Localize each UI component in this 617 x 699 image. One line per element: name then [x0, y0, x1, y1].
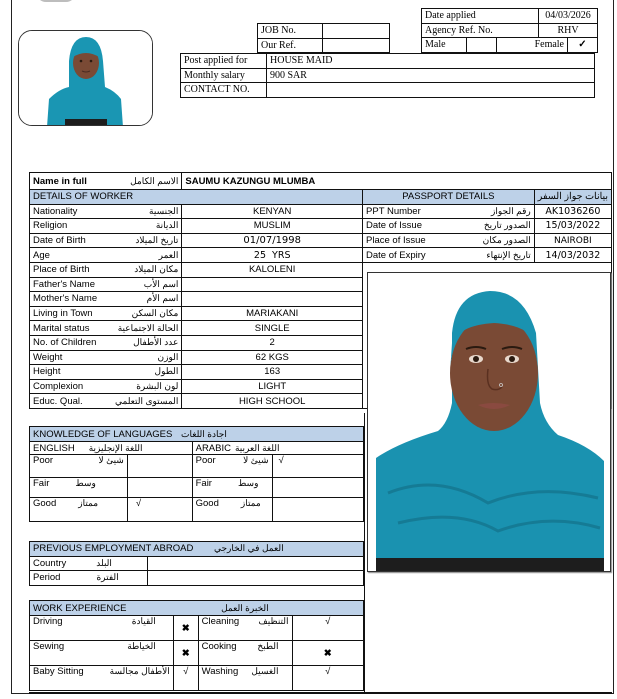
passport-details-header: PASSPORT DETAILS: [363, 190, 535, 205]
baby-sitting-label-ar: الأطفال مجالسة: [109, 666, 170, 676]
work-experience-row: [30, 641, 364, 666]
date-applied-table: [421, 8, 598, 53]
sewing-mark: ✖: [173, 641, 198, 666]
religion-label: Religion: [33, 220, 68, 232]
date-of-issue-label-ar: الصدور تاريخ: [483, 220, 531, 231]
name-label-en: Name in full: [33, 175, 87, 187]
contact-no-value: [267, 83, 595, 98]
arabic-label: ARABIC: [195, 442, 231, 454]
place-of-issue-label: Place of Issue: [366, 235, 426, 247]
driving-label-ar: القيادة: [131, 616, 156, 626]
mothers-name-label: Mother's Name: [33, 293, 98, 305]
marital-status-label-ar: الحالة الاجتماعية: [117, 322, 179, 333]
weight-value: 62 KGS: [182, 350, 363, 365]
weight-label-ar: الوزن: [157, 351, 179, 362]
nationality-label-ar: الجنسية: [149, 205, 179, 216]
english-label-ar: اللغة الإنجليزية: [88, 442, 143, 453]
english-label: ENGLISH: [33, 442, 75, 454]
mothers-name-value: [182, 292, 363, 307]
complexion-label: Complexion: [33, 381, 84, 393]
arabic-good-mark: [272, 498, 363, 522]
no-of-children-label: No. of Children: [33, 337, 97, 349]
english-poor-label: Poor: [33, 455, 54, 466]
column-divider: [364, 413, 365, 693]
work-experience-title: WORK EXPERIENCE: [33, 602, 127, 614]
education-label-ar: المستوى التعلمي: [115, 395, 179, 406]
religion-value: MUSLIM: [182, 219, 363, 234]
monthly-salary-label: Monthly salary: [181, 68, 267, 83]
language-level-row: [30, 478, 364, 498]
nationality-label: Nationality: [33, 205, 78, 217]
period-value: [147, 571, 363, 586]
date-of-expiry-label: Date of Expiry: [366, 249, 426, 261]
washing-label-ar: الغسيل: [251, 666, 279, 676]
date-of-expiry-label-ar: تاريخ الإنتهاء: [486, 249, 531, 260]
fathers-name-value: [182, 277, 363, 292]
worker-photo-small: [19, 31, 153, 126]
complexion-label-ar: لون البشرة: [136, 381, 179, 392]
place-of-birth-label-ar: مكان الميلاد: [134, 264, 179, 275]
table-row: [30, 556, 364, 571]
languages-title: KNOWLEDGE OF LANGUAGES: [33, 428, 173, 440]
english-poor-label-ar: شيئ لا: [98, 455, 124, 465]
period-label-ar: الفترة: [96, 572, 119, 583]
marital-status-value: SINGLE: [182, 321, 363, 336]
arabic-poor-label: Poor: [195, 455, 216, 466]
date-applied-value: 04/03/2026: [539, 9, 598, 24]
ppt-number-value: AK1036260: [534, 204, 611, 219]
large-photo: [367, 272, 611, 572]
date-of-issue-value: 15/03/2022: [534, 219, 611, 234]
age-label-ar: العمر: [158, 249, 179, 260]
arabic-poor-mark: √: [272, 455, 363, 478]
languages-title-ar: اجادة اللغات: [181, 428, 227, 439]
agency-logo: [30, 0, 100, 4]
female-label: Female: [497, 38, 568, 53]
english-fair-label: Fair: [33, 478, 50, 489]
english-fair-label-ar: وسط: [75, 478, 96, 488]
living-in-town-label-ar: مكان السكن: [131, 308, 179, 319]
full-name-value: SAUMU KAZUNGU MLUMBA: [182, 173, 612, 190]
male-label: Male: [422, 38, 467, 53]
arabic-fair-label-ar: وسط: [237, 478, 259, 488]
country-value: [147, 556, 363, 571]
no-of-children-label-ar: عدد الأطفال: [133, 337, 179, 348]
place-of-birth-label: Place of Birth: [33, 264, 90, 276]
agency-ref-label: Agency Ref. No.: [422, 23, 539, 38]
sewing-label: Sewing: [33, 641, 65, 652]
age-label: Age: [33, 249, 50, 261]
date-of-issue-label: Date of Issue: [366, 220, 422, 232]
marital-status-label: Marital status: [33, 322, 90, 334]
driving-mark: ✖: [173, 616, 198, 641]
worker-photo-large: [368, 273, 611, 572]
language-level-row: [30, 455, 364, 478]
height-label: Height: [33, 366, 61, 378]
cooking-label: Cooking: [201, 641, 237, 652]
fathers-name-label: Father's Name: [33, 278, 96, 290]
name-label-cell: [30, 173, 182, 190]
agency-ref-value: RHV: [539, 23, 598, 38]
languages-table: [29, 426, 364, 522]
table-row: [30, 204, 612, 219]
sewing-label-ar: الخياطة: [127, 641, 156, 651]
age-value: 25 YRS: [182, 248, 363, 263]
contact-no-label: CONTACT NO.: [181, 83, 267, 98]
english-fair-mark: [127, 478, 192, 498]
baby-sitting-mark: √: [173, 666, 198, 691]
cleaning-label: Cleaning: [201, 616, 240, 627]
cleaning-label-ar: التنظيف: [258, 616, 289, 626]
previous-employment-header: [30, 542, 364, 557]
baby-sitting-label: Baby Sitting: [33, 666, 84, 677]
washing-label: Washing: [201, 666, 239, 677]
previous-employment-title: PREVIOUS EMPLOYMENT ABROAD: [33, 543, 194, 555]
work-experience-table: [29, 600, 364, 691]
table-row: [30, 233, 612, 248]
job-no-value: [323, 24, 390, 39]
name-label-ar: الاسم الكامل: [130, 175, 179, 186]
arabic-good-label-ar: ممتاز: [240, 498, 261, 508]
arabic-poor-label-ar: شيئ لا: [243, 455, 269, 465]
place-of-issue-value: NAIROBI: [534, 233, 611, 248]
height-label-ar: الطول: [154, 366, 179, 377]
bottom-rule: [29, 692, 612, 694]
job-no-label: JOB No.: [258, 24, 323, 39]
our-ref-value: [323, 38, 390, 53]
male-checkbox: [467, 38, 497, 53]
arabic-good-label: Good: [195, 498, 219, 509]
arabic-fair-label: Fair: [195, 478, 212, 489]
religion-label-ar: الديانة: [155, 220, 179, 231]
driving-label: Driving: [33, 616, 63, 627]
ppt-number-label-ar: رقم الجواز: [491, 205, 531, 216]
table-row: [30, 219, 612, 234]
complexion-value: LIGHT: [182, 379, 363, 394]
job-reference-table: [257, 23, 390, 53]
washing-mark: √: [292, 666, 363, 691]
nationality-value: KENYAN: [182, 204, 363, 219]
languages-header: [30, 427, 364, 442]
english-header: [30, 442, 193, 455]
cleaning-mark: √: [292, 616, 363, 641]
period-label: Period: [33, 572, 61, 584]
female-checkbox: ✓: [568, 38, 598, 53]
date-of-birth-label: Date of Birth: [33, 235, 86, 247]
post-applied-label: Post applied for: [181, 54, 267, 69]
place-of-birth-value: KALOLENI: [182, 262, 363, 277]
place-of-issue-label-ar: الصدور مكان: [482, 235, 531, 246]
ppt-number-label: PPT Number: [366, 205, 421, 217]
arabic-fair-mark: [272, 478, 363, 498]
date-of-expiry-value: 14/03/2032: [534, 248, 611, 263]
english-poor-mark: [127, 455, 192, 478]
small-photo: [18, 30, 153, 126]
weight-label: Weight: [33, 351, 63, 363]
english-good-label-ar: ممتاز: [78, 498, 99, 508]
date-applied-label: Date applied: [422, 9, 539, 24]
education-value: HIGH SCHOOL: [182, 394, 363, 409]
our-ref-label: Our Ref.: [258, 38, 323, 53]
arabic-label-ar: اللغة العربية: [234, 442, 280, 453]
previous-employment-title-ar: العمل في الخارجي: [213, 543, 284, 554]
living-in-town-value: MARIAKANI: [182, 306, 363, 321]
cooking-mark: ✖: [292, 641, 363, 666]
no-of-children-value: 2: [182, 335, 363, 350]
height-value: 163: [182, 365, 363, 380]
arabic-header: [192, 442, 363, 455]
passport-details-header-ar: بيانات جواز السفر: [534, 190, 611, 205]
previous-employment-table: [29, 541, 364, 586]
work-experience-title-ar: الخبرة العمل: [221, 602, 269, 613]
work-experience-row: [30, 616, 364, 641]
post-applied-table: [180, 53, 595, 98]
language-level-row: [30, 498, 364, 522]
english-good-label: Good: [33, 498, 57, 509]
fathers-name-label-ar: اسم الأب: [143, 278, 179, 289]
country-label-ar: البلد: [96, 557, 112, 568]
mothers-name-label-ar: اسم الأم: [146, 293, 179, 304]
country-label: Country: [33, 557, 67, 569]
table-row: [30, 571, 364, 586]
date-of-birth-value: 01/07/1998: [182, 233, 363, 248]
work-experience-header: [30, 601, 364, 616]
monthly-salary-value: 900 SAR: [267, 68, 595, 83]
table-row: [30, 248, 612, 263]
cooking-label-ar: الطبخ: [257, 641, 279, 651]
work-experience-row: [30, 666, 364, 691]
date-of-birth-label-ar: تاريخ الميلاد: [135, 235, 179, 246]
education-label: Educ. Qual.: [33, 395, 83, 407]
post-applied-value: HOUSE MAID: [267, 54, 595, 69]
living-in-town-label: Living in Town: [33, 308, 93, 320]
english-good-mark: √: [127, 498, 192, 522]
details-of-worker-header: DETAILS OF WORKER: [30, 190, 363, 205]
